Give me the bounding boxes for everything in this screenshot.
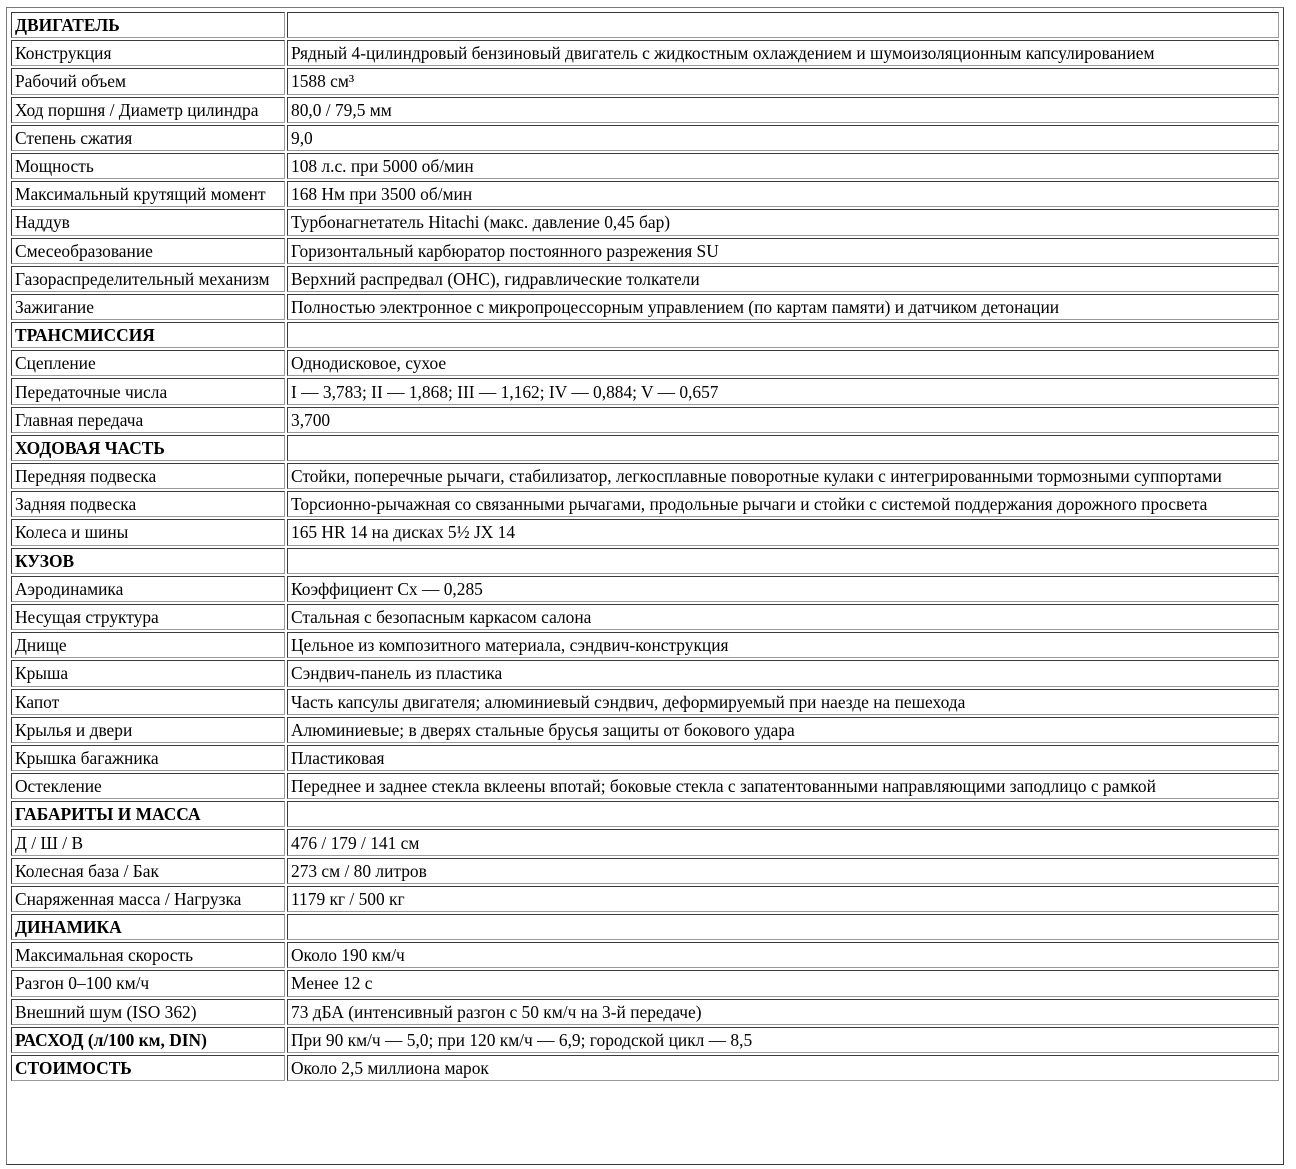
spec-value: 80,0 / 79,5 мм bbox=[287, 97, 1279, 123]
spec-value: 1179 кг / 500 кг bbox=[287, 886, 1279, 912]
spec-value: Сэндвич-панель из пластика bbox=[287, 660, 1279, 686]
spec-label: Зажигание bbox=[11, 294, 285, 320]
spec-value: 9,0 bbox=[287, 125, 1279, 151]
spec-row bbox=[11, 519, 1279, 545]
spec-row bbox=[11, 238, 1279, 264]
spec-label: Остекление bbox=[11, 773, 285, 799]
spec-label: Главная передача bbox=[11, 407, 285, 433]
section-heading-row bbox=[11, 12, 1279, 38]
spec-row bbox=[11, 1027, 1279, 1053]
spec-row bbox=[11, 858, 1279, 884]
spec-row bbox=[11, 181, 1279, 207]
spec-value: 273 см / 80 литров bbox=[287, 858, 1279, 884]
spec-label: Передаточные числа bbox=[11, 378, 285, 404]
section-heading-label: ТРАНСМИССИЯ bbox=[11, 322, 285, 348]
spec-value: Коэффициент Cx — 0,285 bbox=[287, 576, 1279, 602]
spec-value: При 90 км/ч — 5,0; при 120 км/ч — 6,9; городской цикл — 8,5 bbox=[287, 1027, 1279, 1053]
spec-value: Стойки, поперечные рычаги, стабилизатор, легкосплавные поворотные кулаки с интегрированными тормозными суппортами bbox=[287, 463, 1279, 489]
spec-table-body bbox=[11, 12, 1279, 1081]
spec-row bbox=[11, 773, 1279, 799]
spec-row bbox=[11, 209, 1279, 235]
spec-value: Переднее и заднее стекла вклеены впотай; боковые стекла с запатентованными направляющими заподлицо с рамкой bbox=[287, 773, 1279, 799]
section-heading-row bbox=[11, 914, 1279, 940]
spec-value: Турбонагнетатель Hitachi (макс. давление 0,45 бар) bbox=[287, 209, 1279, 235]
spec-label: Крылья и двери bbox=[11, 717, 285, 743]
section-heading-label: РАСХОД (л/100 км, DIN) bbox=[11, 1027, 285, 1053]
spec-row bbox=[11, 266, 1279, 292]
spec-value: Алюминиевые; в дверях стальные брусья защиты от бокового удара bbox=[287, 717, 1279, 743]
spec-value: 73 дБА (интенсивный разгон с 50 км/ч на 3-й передаче) bbox=[287, 999, 1279, 1025]
spec-label: Мощность bbox=[11, 153, 285, 179]
spec-value: Часть капсулы двигателя; алюминиевый сэндвич, деформируемый при наезде на пешехода bbox=[287, 689, 1279, 715]
empty-value-cell bbox=[287, 322, 1279, 348]
spec-row bbox=[11, 68, 1279, 94]
spec-value: Полностью электронное с микропроцессорным управлением (по картам памяти) и датчиком детонации bbox=[287, 294, 1279, 320]
section-heading-label: СТОИМОСТЬ bbox=[11, 1055, 285, 1081]
spec-value: I — 3,783; II — 1,868; III — 1,162; IV — 0,884; V — 0,657 bbox=[287, 378, 1279, 404]
spec-label: Наддув bbox=[11, 209, 285, 235]
spec-row bbox=[11, 153, 1279, 179]
spec-value: Верхний распредвал (OHC), гидравлические толкатели bbox=[287, 266, 1279, 292]
section-heading-label: ХОДОВАЯ ЧАСТЬ bbox=[11, 435, 285, 461]
spec-label: Смесеобразование bbox=[11, 238, 285, 264]
section-heading-label: ГАБАРИТЫ И МАССА bbox=[11, 801, 285, 827]
spec-label: Рабочий объем bbox=[11, 68, 285, 94]
spec-row bbox=[11, 660, 1279, 686]
spec-label: Колесная база / Бак bbox=[11, 858, 285, 884]
spec-label: Степень сжатия bbox=[11, 125, 285, 151]
spec-value: Около 190 км/ч bbox=[287, 942, 1279, 968]
spec-value: Однодисковое, сухое bbox=[287, 350, 1279, 376]
spec-label: Внешний шум (ISO 362) bbox=[11, 999, 285, 1025]
spec-row bbox=[11, 745, 1279, 771]
spec-row bbox=[11, 294, 1279, 320]
spec-label: Капот bbox=[11, 689, 285, 715]
spec-row bbox=[11, 576, 1279, 602]
spec-value: Пластиковая bbox=[287, 745, 1279, 771]
spec-row bbox=[11, 970, 1279, 996]
section-heading-row bbox=[11, 801, 1279, 827]
section-heading-row bbox=[11, 548, 1279, 574]
spec-sheet bbox=[6, 7, 1284, 1165]
spec-value: Цельное из композитного материала, сэндвич-конструкция bbox=[287, 632, 1279, 658]
empty-value-cell bbox=[287, 435, 1279, 461]
spec-label: Максимальный крутящий момент bbox=[11, 181, 285, 207]
spec-label: Передняя подвеска bbox=[11, 463, 285, 489]
spec-label: Задняя подвеска bbox=[11, 491, 285, 517]
spec-label: Несущая структура bbox=[11, 604, 285, 630]
empty-value-cell bbox=[287, 12, 1279, 38]
spec-value: 3,700 bbox=[287, 407, 1279, 433]
spec-row bbox=[11, 999, 1279, 1025]
spec-label: Снаряженная масса / Нагрузка bbox=[11, 886, 285, 912]
spec-value: Стальная с безопасным каркасом салона bbox=[287, 604, 1279, 630]
spec-row bbox=[11, 829, 1279, 855]
spec-value: Торсионно-рычажная со связанными рычагами, продольные рычаги и стойки с системой поддержания дорожного просвета bbox=[287, 491, 1279, 517]
spec-row bbox=[11, 491, 1279, 517]
spec-row bbox=[11, 717, 1279, 743]
empty-value-cell bbox=[287, 548, 1279, 574]
spec-value: 165 HR 14 на дисках 5½ JX 14 bbox=[287, 519, 1279, 545]
spec-value: 476 / 179 / 141 см bbox=[287, 829, 1279, 855]
spec-value: Около 2,5 миллиона марок bbox=[287, 1055, 1279, 1081]
spec-row bbox=[11, 378, 1279, 404]
spec-row bbox=[11, 463, 1279, 489]
empty-value-cell bbox=[287, 914, 1279, 940]
spec-row bbox=[11, 40, 1279, 66]
spec-label: Крыша bbox=[11, 660, 285, 686]
spec-row bbox=[11, 886, 1279, 912]
spec-table bbox=[9, 10, 1281, 1083]
section-heading-row bbox=[11, 322, 1279, 348]
spec-value: Менее 12 с bbox=[287, 970, 1279, 996]
spec-value: 108 л.с. при 5000 об/мин bbox=[287, 153, 1279, 179]
spec-row bbox=[11, 689, 1279, 715]
spec-row bbox=[11, 125, 1279, 151]
spec-value: Рядный 4-цилиндровый бензиновый двигатель с жидкостным охлаждением и шумоизоляционным капсулированием bbox=[287, 40, 1279, 66]
spec-row bbox=[11, 350, 1279, 376]
spec-row bbox=[11, 97, 1279, 123]
spec-label: Днище bbox=[11, 632, 285, 658]
spec-value: Горизонтальный карбюратор постоянного разрежения SU bbox=[287, 238, 1279, 264]
spec-row bbox=[11, 604, 1279, 630]
section-heading-label: ДВИГАТЕЛЬ bbox=[11, 12, 285, 38]
spec-row bbox=[11, 1055, 1279, 1081]
section-heading-label: КУЗОВ bbox=[11, 548, 285, 574]
spec-label: Газораспределительный механизм bbox=[11, 266, 285, 292]
spec-label: Конструкция bbox=[11, 40, 285, 66]
spec-label: Максимальная скорость bbox=[11, 942, 285, 968]
spec-label: Крышка багажника bbox=[11, 745, 285, 771]
spec-value: 1588 см³ bbox=[287, 68, 1279, 94]
spec-label: Разгон 0–100 км/ч bbox=[11, 970, 285, 996]
spec-row bbox=[11, 942, 1279, 968]
spec-label: Аэродинамика bbox=[11, 576, 285, 602]
section-heading-label: ДИНАМИКА bbox=[11, 914, 285, 940]
spec-label: Д / Ш / В bbox=[11, 829, 285, 855]
section-heading-row bbox=[11, 435, 1279, 461]
spec-value: 168 Нм при 3500 об/мин bbox=[287, 181, 1279, 207]
spec-row bbox=[11, 632, 1279, 658]
spec-label: Сцепление bbox=[11, 350, 285, 376]
empty-value-cell bbox=[287, 801, 1279, 827]
spec-row bbox=[11, 407, 1279, 433]
spec-label: Ход поршня / Диаметр цилиндра bbox=[11, 97, 285, 123]
spec-label: Колеса и шины bbox=[11, 519, 285, 545]
